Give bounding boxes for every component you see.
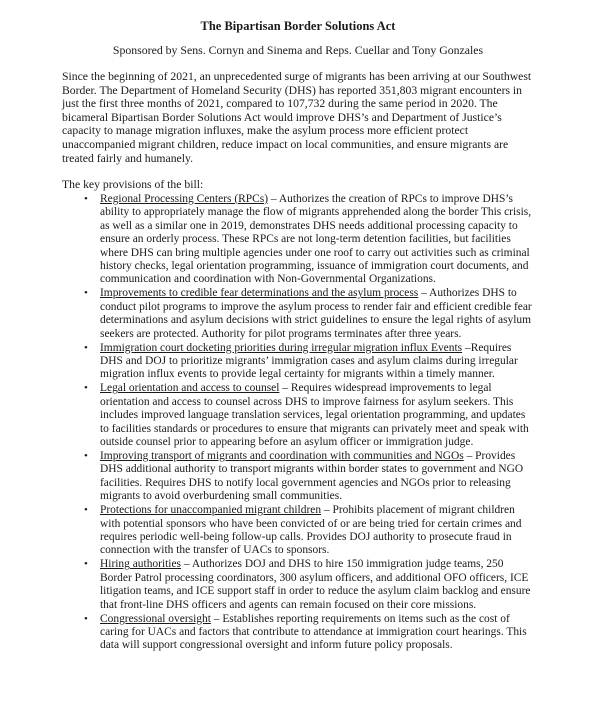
provisions-list (62, 193, 534, 653)
bullet-icon: • (84, 341, 88, 354)
provision-title: Improving transport of migrants and coordination with communities and NGOs (100, 449, 464, 462)
provision-title: Protections for unaccompanied migrant children (100, 504, 322, 517)
provision-title: Hiring authorities (100, 558, 182, 571)
provision-text: – Prohibits placement of migrant children with potential sponsors who have been convicted of or are being tried for certain crimes and requires periodic well-being follow-up calls. Provides DOJ authority to prosecute fraud in connection with the transfer of UACs to sponsors. (100, 504, 522, 557)
provision-title: Legal orientation and access to counsel (100, 382, 280, 395)
provision-title: Improvements to credible fear determinations and the asylum process (100, 287, 419, 300)
document-title: The Bipartisan Border Solutions Act (200, 19, 396, 33)
provision-text: – Provides DHS additional authority to transport migrants within border states to government and NGO facilities. Requires DHS to notify local government agencies and NGOs prior to releasing migrants to avoid overburdening small communities. (100, 449, 524, 503)
bullet-icon: • (84, 382, 88, 395)
bullet-icon: • (84, 612, 88, 625)
provision-text: – Requires widespread improvements to legal orientation and access to counsel across DHS to improve fairness for asylum seekers. This includes improved language translation services, legal orientation programming, and updates to facilities standards or procedures to ensure that migrants can privately meet and speak with outside counsel prior to appearing before an asylum officer or immigration judge. (100, 382, 529, 449)
bullet-icon: • (84, 192, 88, 205)
provision-text: – Authorizes DOJ and DHS to hire 150 immigration judge teams, 250 Border Patrol processing coordinators, 300 asylum officers, and additional OFO officers, ICE litigation teams, and ICE support staff in order to reduce the asylum claim backlog and ensure that front-line DHS officers and agents can remain focused on their core missions. (100, 558, 531, 611)
provision-item (84, 504, 534, 558)
provision-title: Regional Processing Centers (RPCs) (100, 192, 269, 205)
provision-item (84, 192, 534, 287)
bullet-icon: • (84, 558, 88, 571)
provision-item (84, 382, 534, 449)
provision-item (84, 558, 534, 612)
provision-item (84, 612, 534, 653)
provision-text: –Requires DHS and DOJ to prioritize migrants’ immigration cases and asylum claims during irregular migration influx events to provide legal certainty for migrants within a timely manner. (100, 341, 518, 381)
sponsors-line: Sponsored by Sens. Cornyn and Sinema and Reps. Cuellar and Tony Gonzales (112, 43, 484, 57)
provision-text: – Authorizes DHS to conduct pilot programs to improve the asylum process to render fair and efficient credible fear determinations and asylum decisions with strict guidelines to ensure the legal rights of asylum seekers are protected. Authority for pilot programs terminates after three years. (100, 287, 532, 340)
bullet-icon: • (84, 449, 88, 462)
provision-title: Immigration court docketing priorities during irregular migration influx Events (100, 341, 463, 354)
provision-text: – Establishes reporting requirements on items such as the cost of caring for UACs and factors that contribute to attendance at immigration court hearings. This data will support congressional oversight and inform future policy proposals. (100, 612, 527, 652)
provision-title: Congressional oversight (100, 612, 211, 625)
provision-item (84, 341, 534, 382)
provision-item (84, 449, 534, 504)
bullet-icon: • (84, 287, 88, 300)
provision-text: – Authorizes the creation of RPCs to improve DHS’s ability to appropriately manage the flow of migrants apprehended along the border This crisis, as well as a similar one in 2019, demonstrates DHS needs additional processing capacity to ensure an orderly process. These RPCs are not long-term detention facilities, but facilities where DHS can bring multiple agencies under one roof to carry out activities such as criminal history checks, legal orientation programming, issuance of immigration court documents, and communication and coordination with Non-Governmental Organizations. (100, 192, 532, 286)
intro-paragraph: Since the beginning of 2021, an unprecedented surge of migrants has been arriving at our Southwest Border. The Department of Homeland Security (DHS) has reported 351,803 migrant encounters in just the first three months of 2021, compared to 107,732 during the same period in 2020. The bicameral Bipartisan Border Solutions Act would improve DHS’s and Department of Justice’s capacity to manage migration influxes, make the asylum process more efficient protect unaccompanied migrant children, reduce impact on local communities, and ensure migrants are treated fairly and humanely. (62, 70, 532, 165)
provision-item (84, 287, 534, 341)
bullet-icon: • (84, 504, 88, 517)
provisions-lead: The key provisions of the bill: (62, 178, 204, 192)
